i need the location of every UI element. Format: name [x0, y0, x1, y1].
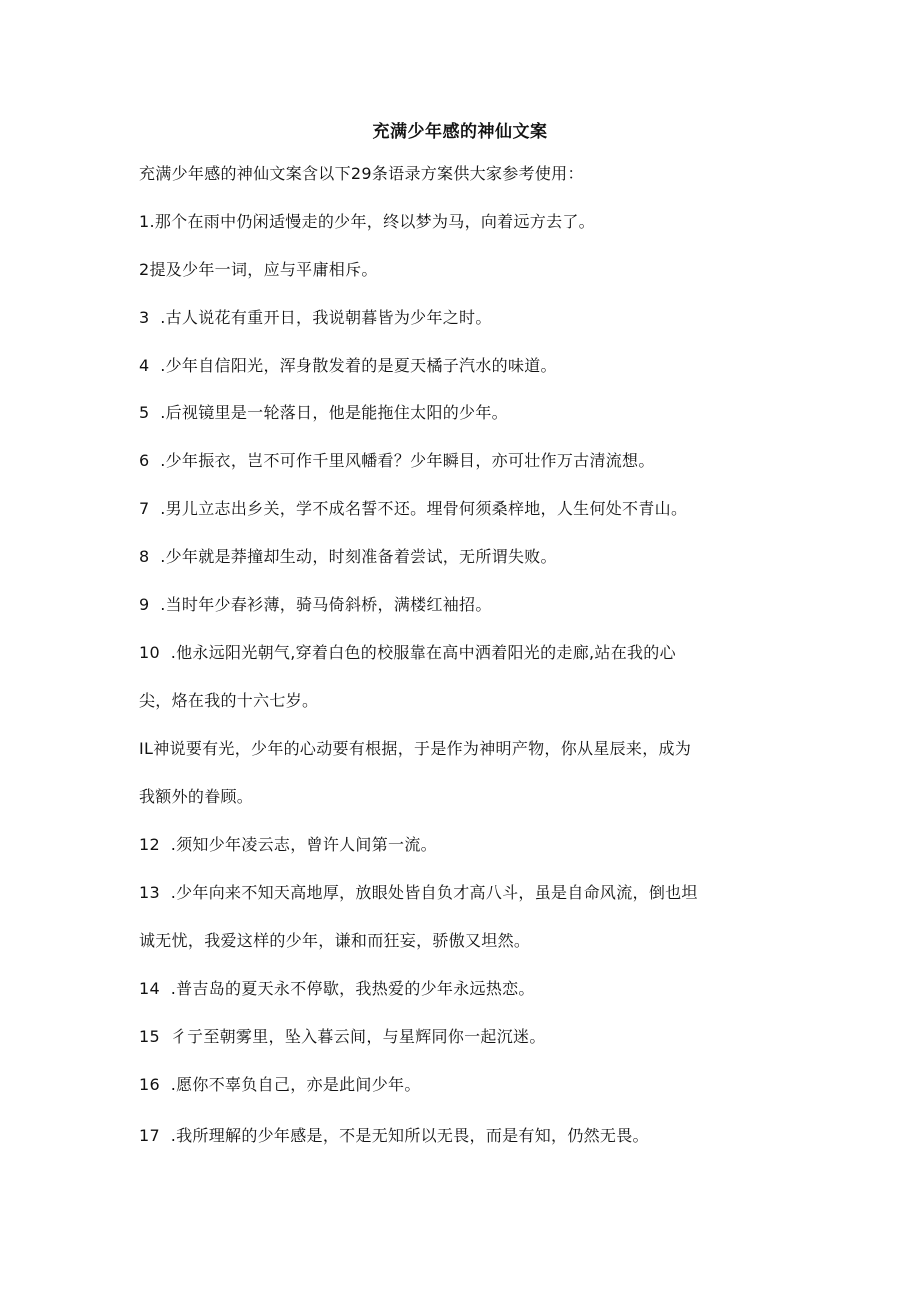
- quote-line-15: 15 彳亍至朝雾里，坠入暮云间，与星辉同你一起沉迷。: [139, 1027, 546, 1046]
- quote-line-2: 2提及少年一词，应与平庸相斥。: [139, 260, 378, 279]
- quote-line-8: 8 .少年就是莽撞却生动，时刻准备着尝试，无所谓失败。: [139, 547, 557, 566]
- quote-line-4: 4 .少年自信阳光，浑身散发着的是夏天橘子汽水的味道。: [139, 356, 557, 375]
- intro-paragraph: 充满少年感的神仙文案含以下29条语录方案供大家参考使用：: [139, 164, 584, 183]
- document-title: 充满少年感的神仙文案: [372, 122, 548, 142]
- quote-line-16: 16 .愿你不辜负自己，亦是此间少年。: [139, 1075, 421, 1094]
- quote-line-5: 5 .后视镜里是一轮落日，他是能拖住太阳的少年。: [139, 403, 508, 422]
- quote-line-3: 3 .古人说花有重开日，我说朝暮皆为少年之时。: [139, 308, 492, 327]
- quote-line-11: IL神说要有光，少年的心动要有根据，于是作为神明产物，你从星辰来，成为: [139, 739, 692, 758]
- quote-line-9: 9 .当时年少春衫薄，骑马倚斜桥，满楼红袖招。: [139, 595, 492, 614]
- quote-line-12: 12 .须知少年凌云志，曾许人间第一流。: [139, 835, 437, 854]
- quote-line-10-cont: 尖，烙在我的十六七岁。: [139, 691, 319, 710]
- quote-line-6: 6 .少年振衣，岂不可作千里风幡看？少年瞬目，亦可壮作万古清流想。: [139, 451, 655, 470]
- quote-line-1: 1.那个在雨中仍闲适慢走的少年，终以梦为马，向着远方去了。: [139, 212, 595, 231]
- quote-line-17: 17 .我所理解的少年感是，不是无知所以无畏，而是有知，仍然无畏。: [139, 1126, 649, 1145]
- quote-line-7: 7 .男儿立志出乡关，学不成名誓不还。埋骨何须桑梓地，人生何处不青山。: [139, 499, 688, 518]
- quote-line-14: 14 .普吉岛的夏天永不停歇，我热爱的少年永远热恋。: [139, 979, 535, 998]
- quote-line-10: 10 .他永远阳光朝气,穿着白色的校服靠在高中洒着阳光的走廊,站在我的心: [139, 643, 676, 662]
- quote-line-11-cont: 我额外的眷顾。: [139, 787, 254, 806]
- quote-line-13-cont: 诚无忧，我爱这样的少年，谦和而狂妄，骄傲又坦然。: [139, 931, 531, 950]
- quote-line-13: 13 .少年向来不知天高地厚，放眼处皆自负才高八斗，虽是自命风流，倒也坦: [139, 883, 698, 902]
